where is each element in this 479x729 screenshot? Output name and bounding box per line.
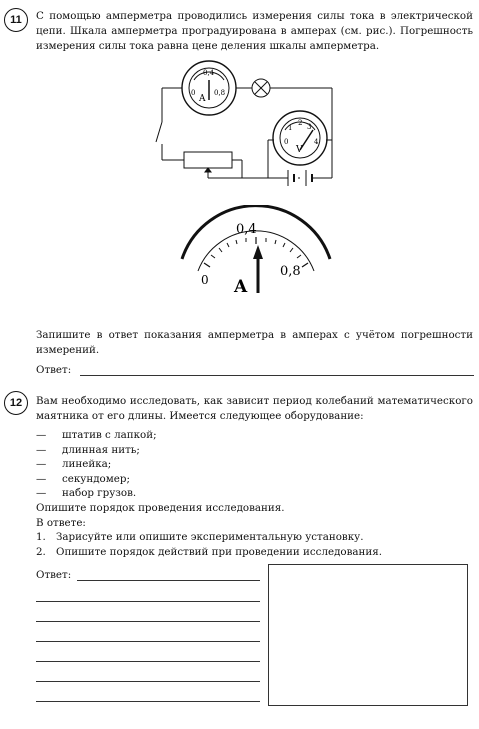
answer-line[interactable] — [77, 580, 260, 581]
ammeter-scale — [176, 205, 336, 305]
voltmeter-label-1: 1 — [288, 124, 293, 132]
equipment-item: штатив с лапкой; — [62, 429, 157, 441]
answer-line[interactable] — [36, 621, 260, 622]
list-item — [36, 457, 473, 472]
voltmeter-label-3: 3 — [307, 123, 312, 131]
list-item — [36, 545, 473, 560]
scale-label-08: 0,8 — [280, 264, 301, 279]
equipment-item: длинная нить; — [62, 443, 140, 456]
answer-line[interactable] — [36, 641, 260, 642]
question-11-answer-label: Ответ: — [36, 364, 72, 376]
ammeter-label-08: 0,8 — [214, 89, 226, 97]
answer-line[interactable] — [36, 601, 260, 602]
answer-line[interactable] — [36, 661, 260, 662]
answer-line[interactable] — [36, 701, 260, 702]
step-text: Зарисуйте или опишите экспериментальную установку. — [56, 531, 364, 544]
dash: — — [36, 458, 47, 471]
question-number-11: 11 — [4, 8, 28, 32]
scale-label-0: 0 — [201, 273, 209, 287]
question-11-text: С помощью амперметра проводились измерения силы тока в электрической цепи. Шкала амперметра проградуирована в амперах (см. рис.). Погрешность измерения силы тока равна цене деления шкалы амперметра. — [36, 10, 473, 52]
scale-label-04: 0,4 — [236, 222, 257, 237]
step-number: 2. — [36, 545, 46, 558]
equipment-list — [36, 428, 473, 559]
question-number-12: 12 — [4, 391, 28, 415]
question-11-instruction: Запишите в ответ показания амперметра в амперах с учётом погрешности измерений. — [36, 329, 473, 356]
circuit-diagram — [150, 60, 350, 190]
list-item — [36, 428, 473, 443]
drawing-box[interactable] — [268, 564, 468, 706]
order-text: Опишите порядок проведения исследования. — [36, 501, 285, 514]
list-item — [36, 530, 473, 545]
question-12-answer-label: Ответ: — [36, 569, 72, 581]
answer-line[interactable] — [36, 681, 260, 682]
voltmeter-letter: V — [296, 145, 303, 155]
scale-letter-a: A — [234, 277, 248, 297]
equipment-item: набор грузов. — [62, 487, 137, 500]
equipment-item: линейка; — [62, 458, 112, 471]
dash: — — [36, 472, 47, 485]
voltmeter-label-4: 4 — [314, 138, 319, 146]
ammeter-label-04: 0,4 — [203, 69, 215, 77]
ammeter-label-0: 0 — [191, 89, 196, 97]
dash: — — [36, 429, 47, 441]
dash: — — [36, 487, 47, 500]
step-number: 1. — [36, 531, 46, 544]
voltmeter-label-2: 2 — [298, 119, 303, 127]
equipment-item: секундомер; — [62, 472, 130, 485]
ammeter-letter: A — [199, 94, 206, 104]
step-text: Опишите порядок действий при проведении исследования. — [56, 545, 383, 558]
voltmeter-label-0: 0 — [284, 138, 289, 146]
list-item — [36, 472, 473, 487]
in-answer-text: В ответе: — [36, 516, 86, 529]
question-12-text: Вам необходимо исследовать, как зависит период колебаний математического маятника от его длины. Имеется следующее оборудование: — [36, 395, 473, 422]
list-item — [36, 443, 473, 458]
dash: — — [36, 443, 47, 456]
list-item — [36, 486, 473, 501]
question-11-answer-line[interactable] — [80, 375, 474, 376]
